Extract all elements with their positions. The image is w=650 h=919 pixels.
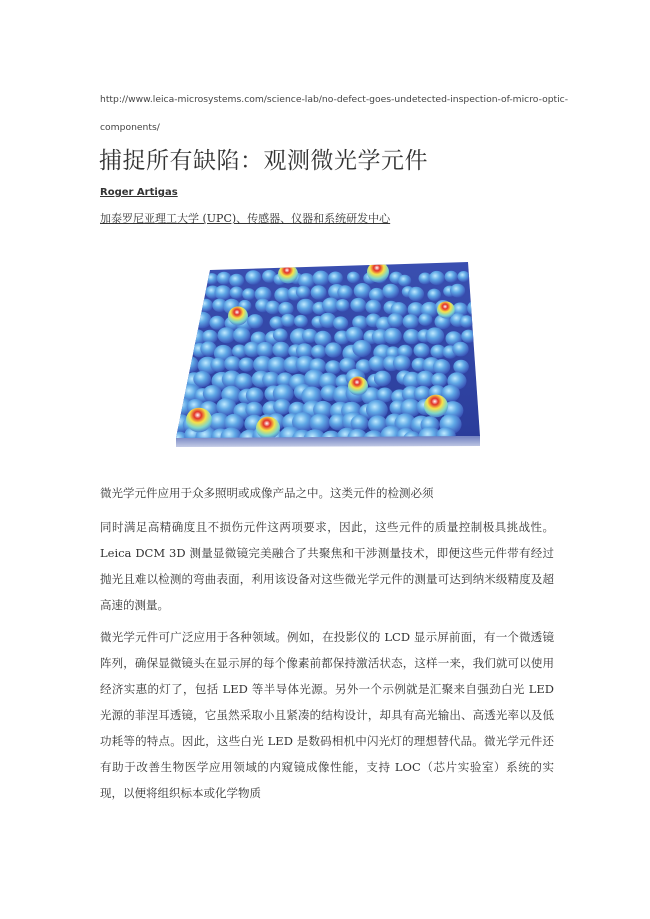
surface-bump	[333, 316, 348, 330]
surface-bump	[365, 300, 381, 314]
surface-bump	[281, 314, 296, 327]
surface-bump	[393, 355, 411, 371]
surface-bump	[230, 287, 244, 299]
surface-bump	[181, 356, 199, 372]
surface-bump	[460, 315, 474, 327]
defect-peak	[437, 302, 455, 319]
surface-bump	[311, 345, 326, 359]
surface-bump	[354, 283, 371, 299]
surface-bump	[351, 415, 369, 431]
surface-bump	[328, 272, 343, 285]
surface-bump	[374, 371, 391, 387]
surface-bump	[218, 327, 236, 343]
defect-peak	[424, 395, 448, 418]
surface-bump	[387, 313, 403, 327]
surface-bump	[246, 387, 264, 403]
surface-bump	[352, 340, 371, 357]
surface-bump	[350, 298, 366, 312]
surface-bump	[445, 271, 458, 283]
surface-bump	[450, 284, 465, 298]
surface-bump	[229, 274, 244, 287]
defect-peak	[278, 265, 298, 284]
paragraph-3: 微光学元件可广泛应用于各种领域。例如，在投影仪的 LCD 显示屏前面，有一个微透镜阵列，确保显微镜头在显示屏的每个像素前都保持激活状态，这样一来，我们就可以使用经济实惠的灯了，包括 LED 等半导体光源。另外一个示例就是汇聚来自强劲白光 LED 光源的菲涅耳透镜，它虽然采取小且紧凑的结构设计，却具有高光输出、高透光率以及低功耗等的特点。因此，这些白光 LED 是数码相机中闪光灯的理想替代品。微光学元件还有助于改善生物医学应用领域的内窥镜成像性能，支持 LOC（芯片实验室）系统的实现，以便将组织标本或化学物质	[100, 630, 554, 800]
surface-bump	[215, 285, 232, 300]
surface-bump	[273, 328, 288, 341]
surface-bump	[294, 315, 308, 327]
surface-bump	[425, 327, 444, 344]
surface-bump	[278, 302, 293, 316]
surface-bump	[403, 314, 419, 329]
surface-bump	[369, 288, 384, 302]
surface-bump	[297, 299, 315, 315]
surface-bump	[313, 271, 330, 286]
surface-bump	[471, 289, 484, 301]
surface-bump	[429, 271, 445, 285]
surface-bump	[203, 385, 222, 402]
surface-bump	[414, 343, 430, 358]
defect-peak	[256, 417, 280, 440]
microlens-surface-image	[168, 258, 488, 448]
surface-bump	[408, 287, 424, 301]
paragraph-1: 微光学元件应用于众多照明或成像产品之中。这类元件的检测必须	[100, 486, 434, 500]
surface-bump	[256, 342, 273, 358]
surface-bump	[382, 284, 399, 299]
surface-bump	[427, 289, 441, 301]
surface-bump	[452, 342, 468, 357]
surface-bump	[245, 270, 261, 284]
surface-bump	[265, 301, 280, 315]
surface-bump	[272, 342, 290, 358]
surface-bump	[239, 358, 255, 372]
surface-bump	[247, 314, 263, 328]
surface-bump	[206, 273, 219, 284]
defect-peak	[186, 408, 212, 433]
source-url: http://www.leica-microsystems.com/science-lab/no-defect-goes-undetected-inspection-of-micro-optic-components/	[100, 94, 569, 133]
surface-bump	[325, 360, 341, 374]
surface-bump	[325, 342, 342, 357]
surface-bump	[431, 373, 447, 387]
surface-bump	[209, 316, 225, 330]
surface-bump	[383, 328, 401, 344]
surface-bump	[298, 273, 315, 288]
page-title: 捕捉所有缺陷：观测微光学元件	[99, 148, 428, 174]
paragraph-2: 同时满足高精确度且不损伤元件这两项要求，因此，这些元件的质量控制极具挑战性。Leica DCM 3D 测量显微镜完美融合了共聚焦和干涉测量技术，即便这些元件带有经过抛光且难以检测的弯曲表面，利用该设备对这些微光学元件的测量可达到纳米级精度及超高速的测量。	[100, 520, 554, 612]
surface-bump	[347, 272, 360, 284]
surface-bump	[458, 271, 470, 282]
surface-bump	[210, 358, 226, 372]
surface-bump	[296, 286, 310, 299]
surface-bump	[398, 275, 411, 287]
surface-bump	[453, 360, 469, 374]
surface-bump	[233, 327, 250, 343]
surface-bump	[336, 299, 350, 312]
surface-bump	[470, 273, 485, 287]
surface-bump	[242, 288, 255, 300]
surface-bump	[234, 373, 253, 390]
surface-bump	[217, 272, 232, 285]
author-affiliation: 加泰罗尼亚理工大学 (UPC)、传感器、仪器和系统研发中心	[100, 212, 391, 225]
author-name: Roger Artigas	[100, 187, 178, 198]
defect-peak	[228, 307, 248, 326]
surface-bump	[199, 299, 213, 312]
surface-bump	[467, 300, 484, 316]
surface-bump	[311, 285, 327, 299]
surface-bump	[418, 313, 432, 326]
surface-bump	[273, 399, 291, 415]
surface-bump	[461, 330, 476, 343]
surface-bump	[193, 312, 212, 329]
surface-bump	[224, 356, 241, 371]
defect-peak	[367, 262, 389, 283]
surface-bump	[193, 371, 211, 387]
defect-peak	[348, 377, 368, 396]
surface-bump	[433, 359, 450, 375]
surface-bump	[337, 285, 352, 299]
